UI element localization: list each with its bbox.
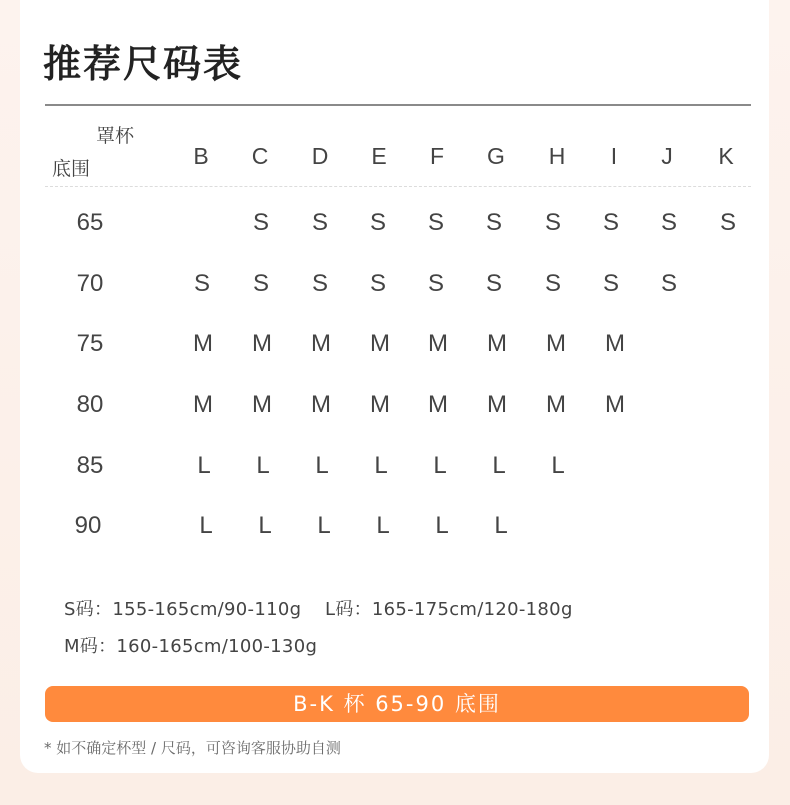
size-cell: M bbox=[311, 330, 331, 357]
size-cell: M bbox=[605, 391, 625, 418]
cup-header-c: C bbox=[251, 143, 269, 169]
size-cell: M bbox=[193, 391, 213, 418]
size-cell: S bbox=[427, 270, 444, 297]
size-cell: L bbox=[256, 452, 270, 479]
size-cell: L bbox=[435, 512, 449, 539]
cup-header-j: J bbox=[661, 143, 673, 169]
size-cell: S bbox=[427, 209, 444, 236]
size-cell: L bbox=[376, 512, 390, 539]
title-divider bbox=[45, 104, 751, 106]
size-cell: S bbox=[602, 209, 619, 236]
size-cell: M bbox=[311, 391, 331, 418]
cup-header-f: F bbox=[429, 143, 445, 169]
size-cell: M bbox=[370, 391, 390, 418]
table-row bbox=[0, 330, 790, 370]
size-cell: S bbox=[602, 270, 619, 297]
size-cell: M bbox=[487, 330, 507, 357]
footnote: * 如不确定杯型 / 尺码，可咨询客服协助自测 bbox=[44, 739, 341, 757]
cup-header-d: D bbox=[311, 143, 329, 169]
size-cell: L bbox=[199, 512, 213, 539]
size-cell: S bbox=[193, 270, 210, 297]
size-cell: S bbox=[544, 270, 561, 297]
table-row bbox=[0, 270, 790, 310]
band-value: 70 bbox=[76, 270, 104, 297]
size-cell: M bbox=[252, 330, 272, 357]
range-banner: B-K 杯 65-90 底围 bbox=[45, 686, 749, 722]
cup-header-i: I bbox=[610, 143, 618, 169]
size-cell: L bbox=[315, 452, 329, 479]
size-cell: S bbox=[719, 209, 736, 236]
size-cell: M bbox=[605, 330, 625, 357]
cup-header-e: E bbox=[371, 143, 387, 169]
size-cell: S bbox=[311, 270, 328, 297]
cup-axis-label: 罩杯 bbox=[96, 125, 135, 147]
band-value: 90 bbox=[74, 512, 102, 539]
size-cell: L bbox=[433, 452, 447, 479]
size-cell: L bbox=[258, 512, 272, 539]
size-cell: S bbox=[369, 209, 386, 236]
size-cell: M bbox=[428, 391, 448, 418]
cup-header-k: K bbox=[718, 143, 734, 169]
size-cell: M bbox=[252, 391, 272, 418]
size-cell: M bbox=[193, 330, 213, 357]
size-cell: M bbox=[546, 391, 566, 418]
size-cell: S bbox=[485, 270, 502, 297]
size-legend-m: M码：160-165cm/100-130g bbox=[64, 636, 318, 657]
size-cell: S bbox=[311, 209, 328, 236]
size-cell: S bbox=[369, 270, 386, 297]
size-cell: S bbox=[544, 209, 561, 236]
cup-header-h: H bbox=[548, 143, 566, 169]
size-cell: S bbox=[660, 270, 677, 297]
table-row bbox=[0, 391, 790, 431]
size-cell: S bbox=[660, 209, 677, 236]
header-separator bbox=[45, 186, 751, 187]
size-cell: M bbox=[370, 330, 390, 357]
band-value: 85 bbox=[76, 452, 104, 479]
size-legend-s: S码：155-165cm/90-110g bbox=[64, 599, 302, 620]
cup-header-b: B bbox=[193, 143, 209, 169]
cup-header-g: G bbox=[487, 143, 505, 169]
size-cell: S bbox=[485, 209, 502, 236]
size-cell: M bbox=[428, 330, 448, 357]
size-legend-l: L码：165-175cm/120-180g bbox=[325, 599, 573, 620]
band-value: 65 bbox=[76, 209, 104, 236]
size-cell: L bbox=[317, 512, 331, 539]
size-cell: L bbox=[374, 452, 388, 479]
size-cell: L bbox=[492, 452, 506, 479]
page-title: 推荐尺码表 bbox=[43, 42, 244, 86]
size-cell: S bbox=[252, 270, 269, 297]
band-value: 75 bbox=[76, 330, 104, 357]
table-row bbox=[0, 512, 790, 552]
band-axis-label: 底围 bbox=[52, 158, 91, 180]
size-cell: M bbox=[546, 330, 566, 357]
size-cell: S bbox=[252, 209, 269, 236]
table-row bbox=[0, 452, 790, 492]
size-cell: L bbox=[551, 452, 565, 479]
table-row bbox=[0, 209, 790, 249]
size-cell: L bbox=[494, 512, 508, 539]
band-value: 80 bbox=[76, 391, 104, 418]
size-cell: M bbox=[487, 391, 507, 418]
size-cell: L bbox=[197, 452, 211, 479]
